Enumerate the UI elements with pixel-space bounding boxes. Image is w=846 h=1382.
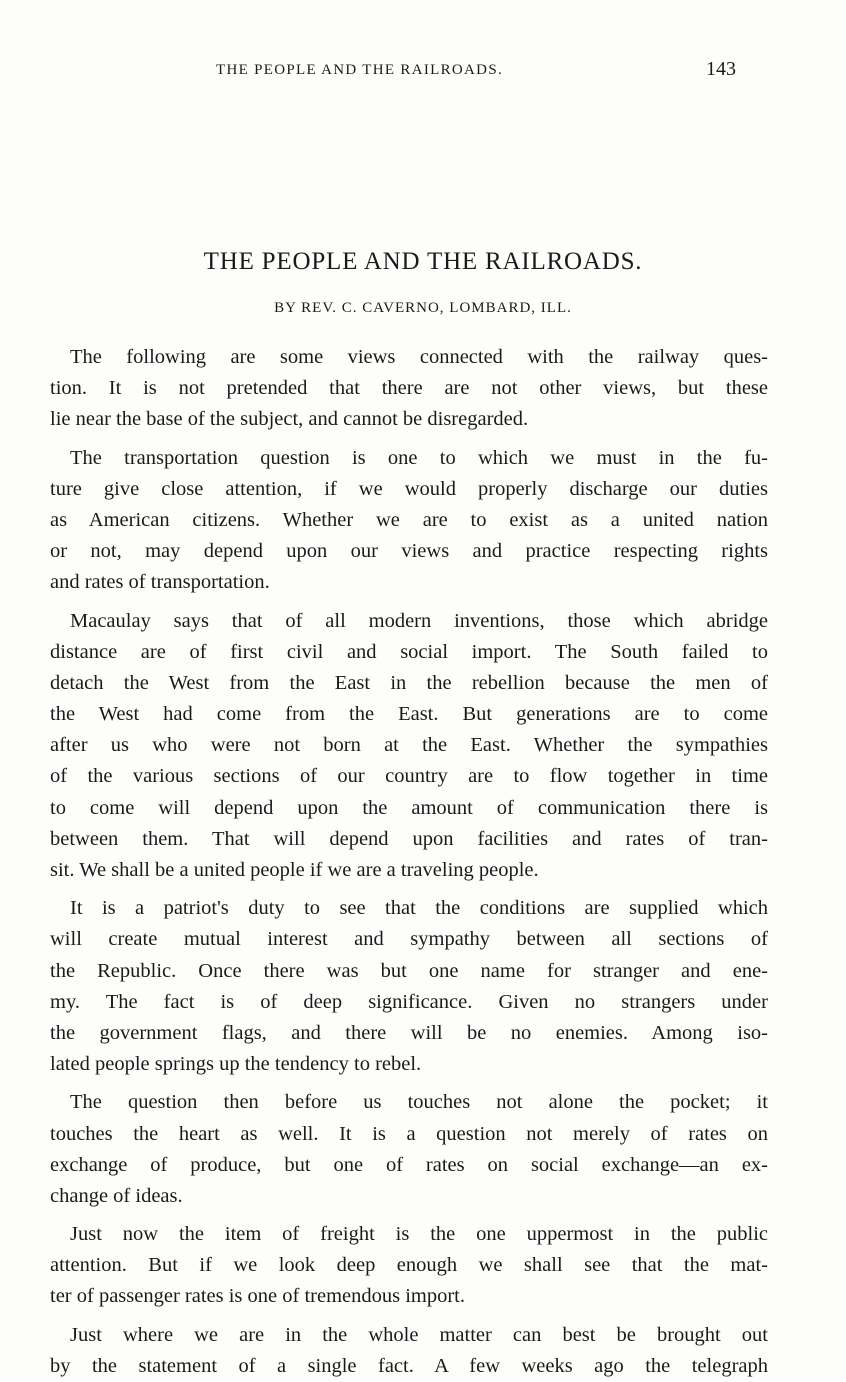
article-title: THE PEOPLE AND THE RAILROADS. (203, 248, 643, 275)
text-line: Just where we are in the whole matter can best be brought out (70, 1323, 768, 1346)
text-line: of the various sections of our country are to flow together in time (50, 765, 768, 788)
article-body (50, 342, 768, 1382)
text-line: The transportation question is one to which we must in the fu- (70, 446, 768, 469)
text-line: the government flags, and there will be no enemies. Among iso- (50, 1021, 768, 1044)
text-line: sit. We shall be a united people if we are a traveling people. (50, 859, 539, 881)
text-line: my. The fact is of deep significance. Given no strangers under (50, 990, 768, 1013)
text-line: Just now the item of freight is the one uppermost in the public (70, 1223, 768, 1246)
text-line: detach the West from the East in the rebellion because the men of (50, 671, 768, 694)
running-head: THE PEOPLE AND THE RAILROADS. (216, 62, 504, 78)
paragraph (50, 1087, 768, 1212)
text-line: the West had come from the East. But generations are to come (50, 703, 768, 726)
text-line: exchange of produce, but one of rates on social exchange—an ex- (50, 1153, 768, 1176)
text-line: change of ideas. (50, 1184, 183, 1207)
text-line: tion. It is not pretended that there are not other views, but these (50, 377, 768, 400)
text-line: to come will depend upon the amount of communication there is (50, 796, 768, 819)
text-line: the Republic. Once there was but one name for stranger and ene- (50, 959, 768, 982)
text-line: touches the heart as well. It is a question not merely of rates on (50, 1122, 768, 1145)
text-line: between them. That will depend upon facilities and rates of tran- (50, 827, 768, 850)
text-line: Macaulay says that of all modern inventions, those which abridge (70, 609, 768, 632)
paragraph (50, 606, 768, 887)
text-line: The following are some views connected with the railway ques- (70, 346, 768, 368)
text-line: or not, may depend upon our views and practice respecting rights (50, 540, 768, 563)
page-number: 143 (706, 58, 736, 80)
paragraph (50, 443, 768, 599)
text-line: after us who were not born at the East. Whether the sympathies (50, 734, 768, 757)
text-line: The question then before us touches not alone the pocket; it (70, 1091, 768, 1114)
text-line: ter of passenger rates is one of tremendous import. (50, 1285, 466, 1308)
paragraph (50, 1219, 768, 1313)
text-line: distance are of first civil and social import. The South failed to (50, 640, 768, 663)
paragraph (50, 893, 768, 1080)
paragraph (50, 1320, 768, 1382)
text-line: attention. But if we look deep enough we shall see that the mat- (50, 1254, 768, 1277)
text-line: by the statement of a single fact. A few weeks ago the telegraph (50, 1354, 768, 1377)
text-line: It is a patriot's duty to see that the conditions are supplied which (70, 897, 768, 920)
text-line: as American citizens. Whether we are to exist as a united nation (50, 508, 768, 531)
text-line: ture give close attention, if we would properly discharge our duties (50, 477, 768, 500)
article-byline: BY REV. C. CAVERNO, LOMBARD, ILL. (274, 300, 572, 316)
text-line: and rates of transportation. (50, 571, 270, 594)
text-line: will create mutual interest and sympathy between all sections of (50, 928, 768, 951)
paragraph (50, 342, 768, 436)
text-line: lie near the base of the subject, and cannot be disregarded. (50, 408, 529, 431)
text-line: lated people springs up the tendency to rebel. (50, 1053, 422, 1076)
